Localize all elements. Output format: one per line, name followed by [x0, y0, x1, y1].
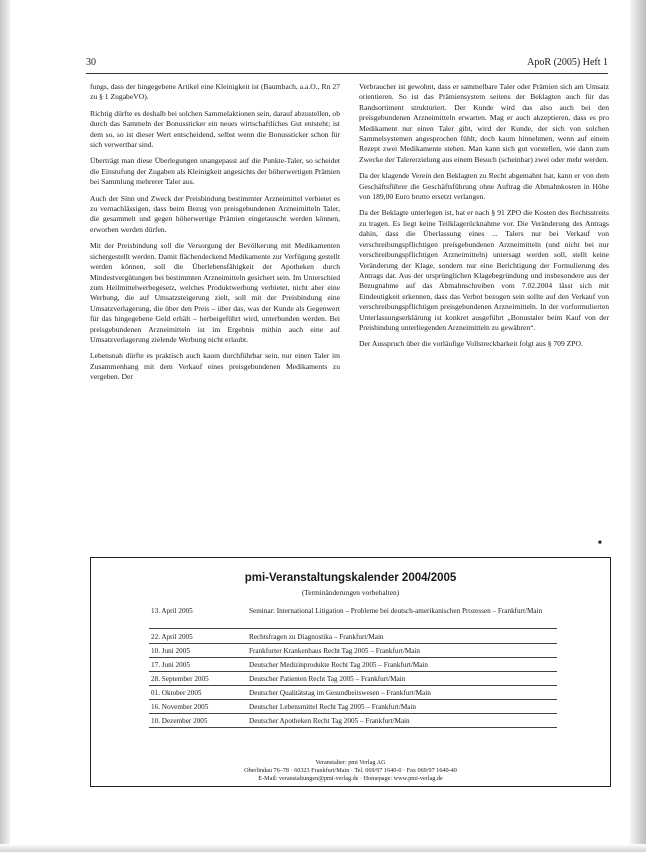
event-date: 13. April 2005 [151, 607, 193, 615]
event-date: 17. Juni 2005 [151, 661, 190, 669]
paragraph: fungs, dass der hingegebene Artikel eine Kleinigkeit ist (Baumbach, a.a.O., Rn 27 zu § 1 ZugabeVO). [90, 82, 340, 102]
event-title: Seminar: International Litigation – Probleme bei deutsch-amerikanischen Prozessen – Frankfurt/Main [249, 607, 543, 615]
scan-edge-right [630, 0, 646, 852]
paragraph: Lebensnah dürfte es praktisch auch kaum durchführbar sein, nur einen Taler im Zusammenhang mit dem Verkauf eines preisgebundenen Medikaments zu vergeben. Der [90, 351, 340, 382]
row-divider [149, 671, 557, 672]
calendar-subtitle: (Terminänderungen vorbehalten) [301, 588, 400, 597]
running-header [86, 55, 608, 74]
organizer-line: Veranstalter: pmi Verlag AG [315, 759, 386, 766]
row-divider [149, 713, 557, 714]
event-date: 22. April 2005 [151, 633, 193, 641]
event-date: 16. November 2005 [151, 703, 209, 711]
end-of-article-mark: ■ [598, 540, 602, 546]
paragraph: Da der Beklagte unterlegen ist, hat er nach § 91 ZPO die Kosten des Rechtsstreits zu tragen. Es liegt keine Teilklagerücknahme vor. Die Veränderung des Antrags dahin, dass die Überlassung eines ... Talers nur bei Verkauf von verschreibungspflichtigen preisgebundenen Arzneimitteln (und nicht bei nur verschreibungspflichtigen Arzneimitteln) untersagt werden soll, stellt keine Veränderung der Klage, sondern nur eine Berichtigung der Formulierung des Antrags dar. Aus der ursprünglichen Klagebegründung und insbesondere aus der Bezugnahme auf das Abmahnschreiben vom 7.02.2004 lässt sich mit Eindeutigkeit erkennen, dass das Verbot bezogen sein sollte auf den Verkauf von verschreibungspflichtigen preisgebundenen Arzneimitteln. In der vorformulierten Unterlassungserklärung ist konkret ausgeführt „Bonustaler beim Kauf von der Preisbindung unterliegenden Arzneimitteln zu gewähren“. [359, 208, 609, 332]
event-title: Deutscher Medizinprodukte Recht Tag 2005 – Frankfurt/Main [249, 661, 429, 669]
event-title: Deutscher Lebensmittel Recht Tag 2005 – Frankfurt/Main [249, 703, 417, 711]
paragraph: Überträgt man diese Überlegungen unangepasst auf die Punkte-Taler, so scheidet die Einstufung der Zugaben als Kleinigkeit angesichts der höherwertigen Prämien bei Sammlung mehrerer Taler aus. [90, 156, 340, 187]
row-divider [149, 727, 557, 728]
scan-edge-left [0, 0, 10, 852]
row-divider [149, 699, 557, 700]
event-title: Deutscher Qualitätstag im Gesundheitswesen – Frankfurt/Main [249, 689, 431, 697]
calendar-title: pmi-Veranstaltungskalender 2004/2005 [244, 572, 457, 584]
contact-line: E-Mail: veranstaltungen@pmi-verlag.de · Homepage: www.pmi-verlag.de [258, 775, 443, 782]
right-column [359, 82, 609, 356]
event-date: 10. Juni 2005 [151, 647, 190, 655]
row-divider [149, 628, 557, 629]
row-divider [149, 685, 557, 686]
event-title: Rechtsfragen zu Diagnostika – Frankfurt/Main [249, 633, 384, 641]
paragraph: Mit der Preisbindung soll die Versorgung der Bevölkerung mit Medikamenten sichergestellt werden. Damit flächendeckend Medikamente zur Verfügung gestellt werden können, soll die Überlebensfähigkeit der Apotheken durch Mindestvergütungen bei bestimmten Arzneimitteln gesichert sein. Im Unterschied zum Heilmittelwerbegesetz, welches Produktwerbung verbietet, nicht aber eine Werbung, die auf Umsatzsteigerung zielt, soll mit der Preisbindung eine Umsatzverlagerung, die über den Preis – über das, was der Kunde als Gegenwert für das hingegebene Geld erhält – herbeigeführt wird, unterbunden werden. Bei preisgebundenen Arzneimitteln ist im Ergebnis mithin auch eine auf Umsatzverlagerung zielende Werbung nicht erlaubt. [90, 241, 340, 344]
row-divider [149, 657, 557, 658]
event-title: Deutscher Patienten Recht Tag 2005 – Frankfurt/Main [249, 675, 406, 683]
paragraph: Richtig dürfte es deshalb bei solchen Sammelaktionen sein, darauf abzustellen, ob durch das Sammeln der Bonussticker ein neues wirtschaftliches Gut entsteht; ist dem so, so ist dieser Wert entscheidend, selbst wenn die Bonussticker schon für sich verwertbar sind. [90, 108, 340, 150]
event-calendar-box [90, 557, 611, 787]
journal-reference: ApoR (2005) Heft 1 [527, 57, 608, 68]
left-column [90, 82, 340, 389]
calendar-footer [91, 759, 610, 783]
event-title: Deutscher Apotheken Recht Tag 2005 – Frankfurt/Main [249, 717, 410, 725]
paragraph: Der Ausspruch über die vorläufige Vollstreckbarkeit folgt aus § 709 ZPO. [359, 339, 583, 349]
paragraph: Verbraucher ist gewohnt, dass er sammelbare Taler oder Prämien sich am Umsatz orientieren. So ist das Prämiensystem seitens der Beklagten auch für das Randsortiment strukturiert. Der Kunde wird das also auch bei den preisgebundenen Arzneimitteln erwarten. Mag er auch akzeptieren, dass es pro Medikament nur einen Taler gibt, wird der Kunde, der sich von solchen Sammelsystemen angesprochen fühlt, doch kaum hinnehmen, wenn auf einem Rezept zwei Medikamente stehen. Man kann sich gut vorstellen, wie dann zum Zwecke der Talererzielung aus einem Besuch (scheinbar) zwei oder mehr werden. [359, 82, 609, 164]
paragraph: Da der klagende Verein den Beklagten zu Recht abgemahnt hat, kann er von dem Geschäftsführer die Geschäftsführung ohne Auftrag die Abmahnkosten in Höhe von 189,00 Euro brutto ersetzt verlangen. [359, 171, 609, 202]
page-number: 30 [86, 57, 96, 68]
event-date: 28. September 2005 [151, 675, 209, 683]
paragraph: Auch der Sinn und Zweck der Preisbindung bestimmter Arzneimittel verbietet es zu vernachlässigen, dass beim Bezug von preisgebundenen Arzneimitteln Taler, die gesammelt und gegen höherwertige Prämien eingetauscht werden können, erworben werden dürfen. [90, 193, 340, 234]
row-divider [149, 643, 557, 644]
event-title: Frankfurter Krankenhaus Recht Tag 2005 – Frankfurt/Main [249, 647, 421, 655]
address-line: Oberlindau 76–78 · 60323 Frankfurt/Main · Tel. 069/97 1640-0 · Fax 069/97 1640-40 [244, 767, 457, 774]
event-date: 01. Oktober 2005 [151, 689, 202, 697]
event-date: 10. Dezember 2005 [151, 717, 208, 725]
scan-edge-bottom [0, 844, 646, 852]
